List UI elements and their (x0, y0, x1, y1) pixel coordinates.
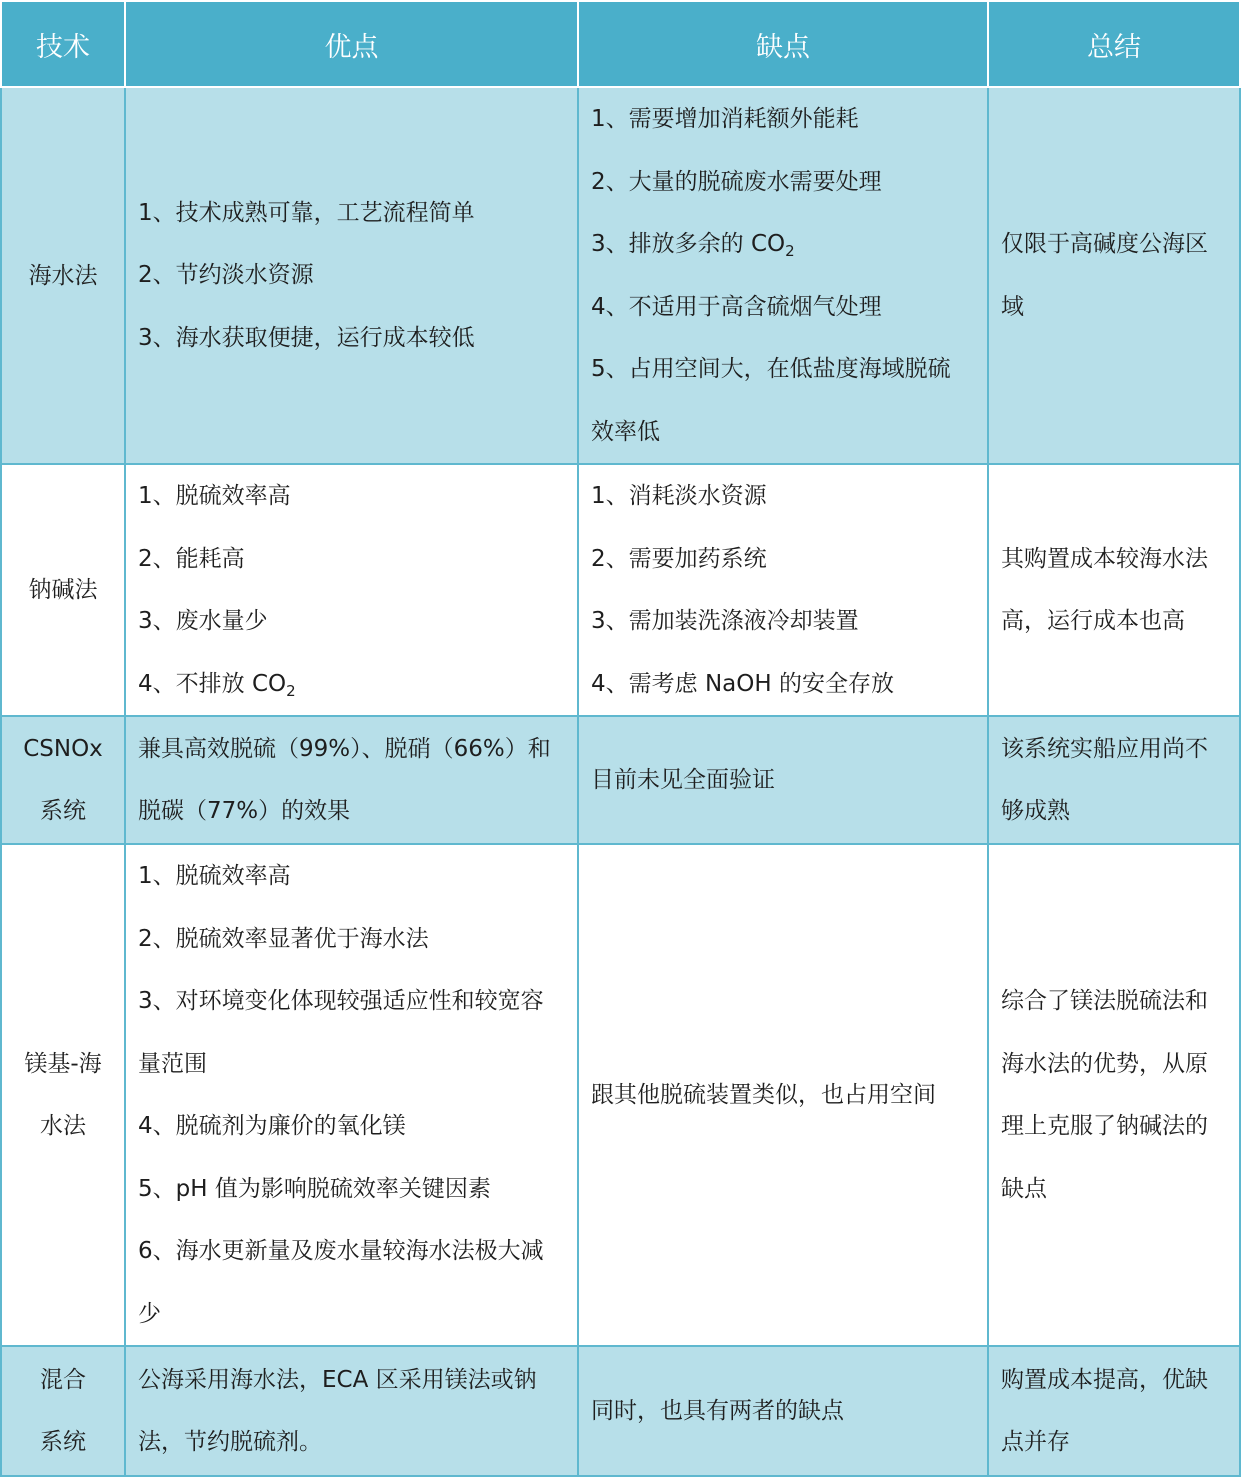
pros-item: 6、海水更新量及废水量较海水法极大减 (138, 1238, 544, 1264)
pros-item (138, 653, 565, 716)
cons-item: 跟其他脱硫装置类似，也占用空间 (591, 1081, 936, 1108)
summary-cell (988, 716, 1240, 844)
table-row (1, 1346, 1240, 1476)
pros-cell (125, 87, 578, 464)
cons-cell (578, 716, 988, 844)
cons-item: 3、需加装洗涤液冷却装置 (591, 608, 859, 634)
pros-item: 3、废水量少 (138, 608, 268, 634)
header-pros: 优点 (125, 1, 578, 87)
summary-line: 够成熟 (1001, 798, 1070, 824)
summary-line: 该系统实船应用尚不 (1001, 735, 1208, 762)
cons-item: 效率低 (591, 418, 660, 445)
pros-cell (125, 1346, 578, 1476)
summary-line: 仅限于高碱度公海区 (1001, 231, 1208, 257)
summary-cell (988, 87, 1240, 464)
tech-name: 系统 (40, 798, 86, 824)
cons-item: 2、需要加药系统 (591, 545, 767, 572)
header-row (1, 1, 1240, 87)
cons-item: 4、不适用于高含硫烟气处理 (591, 293, 882, 320)
header-cons: 缺点 (578, 1, 988, 87)
summary-cell (988, 464, 1240, 716)
pros-item: 2、能耗高 (138, 545, 245, 572)
tech-name: 混合 (40, 1367, 86, 1393)
pros-item: 公海采用海水法，ECA 区采用镁法或钠 (138, 1366, 537, 1393)
cons-item-text: 3、排放多余的 CO (591, 231, 786, 257)
pros-item: 3、海水获取便捷，运行成本较低 (138, 324, 475, 351)
cons-item: 1、需要增加消耗额外能耗 (591, 106, 859, 132)
tech-cell (1, 87, 125, 464)
pros-item: 少 (138, 1300, 161, 1327)
header-tech: 技术 (1, 1, 125, 87)
cons-item: 2、大量的脱硫废水需要处理 (591, 168, 882, 195)
tech-name: 镁基-海 (24, 1051, 102, 1077)
cons-cell (578, 87, 988, 464)
pros-item: 4、脱硫剂为廉价的氧化镁 (138, 1113, 406, 1139)
cons-item: 同时，也具有两者的缺点 (591, 1397, 844, 1424)
tech-name: 钠碱法 (28, 577, 98, 603)
pros-item: 兼具高效脱硫（99%）、脱硝（66%）和 (138, 735, 551, 762)
header-summary: 总结 (988, 1, 1240, 87)
subscript: 2 (785, 242, 795, 260)
summary-cell (988, 844, 1240, 1346)
summary-line: 域 (1001, 293, 1024, 320)
tech-cell (1, 1346, 125, 1476)
tech-cell (1, 464, 125, 716)
pros-item: 5、pH 值为影响脱硫效率关键因素 (138, 1175, 491, 1202)
summary-line: 综合了镁法脱硫法和 (1001, 988, 1208, 1014)
cons-cell (578, 1346, 988, 1476)
pros-item: 2、脱硫效率显著优于海水法 (138, 925, 429, 952)
pros-item: 脱碳（77%）的效果 (138, 798, 351, 824)
cons-item: 目前未见全面验证 (591, 766, 775, 793)
summary-line: 海水法的优势，从原 (1001, 1050, 1208, 1077)
pros-cell (125, 716, 578, 844)
pros-item: 1、脱硫效率高 (138, 863, 291, 889)
summary-line: 点并存 (1001, 1429, 1070, 1455)
cons-item: 5、占用空间大，在低盐度海域脱硫 (591, 356, 951, 382)
pros-item: 法，节约脱硫剂。 (138, 1429, 322, 1455)
pros-item: 2、节约淡水资源 (138, 262, 314, 289)
table-row (1, 87, 1240, 464)
summary-line: 其购置成本较海水法 (1001, 545, 1208, 572)
cons-cell (578, 844, 988, 1346)
cons-item: 4、需考虑 NaOH 的安全存放 (591, 670, 894, 697)
cons-item: 1、消耗淡水资源 (591, 483, 767, 509)
pros-cell (125, 844, 578, 1346)
cons-item (591, 213, 975, 276)
tech-name: 水法 (40, 1113, 86, 1139)
cons-cell (578, 464, 988, 716)
tech-cell (1, 844, 125, 1346)
summary-line: 理上克服了钠碱法的 (1001, 1113, 1208, 1139)
summary-cell (988, 1346, 1240, 1476)
pros-item: 量范围 (138, 1050, 207, 1077)
tech-cell (1, 716, 125, 844)
tech-name: 海水法 (28, 262, 98, 289)
summary-line: 购置成本提高，优缺 (1001, 1366, 1208, 1393)
table-row (1, 844, 1240, 1346)
summary-line: 高，运行成本也高 (1001, 608, 1185, 634)
table-row (1, 716, 1240, 844)
table-row (1, 464, 1240, 716)
pros-cell (125, 464, 578, 716)
pros-item-text: 4、不排放 CO (138, 670, 287, 697)
tech-name: 系统 (40, 1429, 86, 1455)
pros-item: 3、对环境变化体现较强适应性和较宽容 (138, 988, 544, 1014)
tech-name: CSNOx (23, 736, 103, 762)
subscript: 2 (286, 681, 296, 700)
pros-item: 1、脱硫效率高 (138, 483, 291, 509)
summary-line: 缺点 (1001, 1175, 1047, 1202)
pros-item: 1、技术成熟可靠，工艺流程简单 (138, 199, 475, 226)
